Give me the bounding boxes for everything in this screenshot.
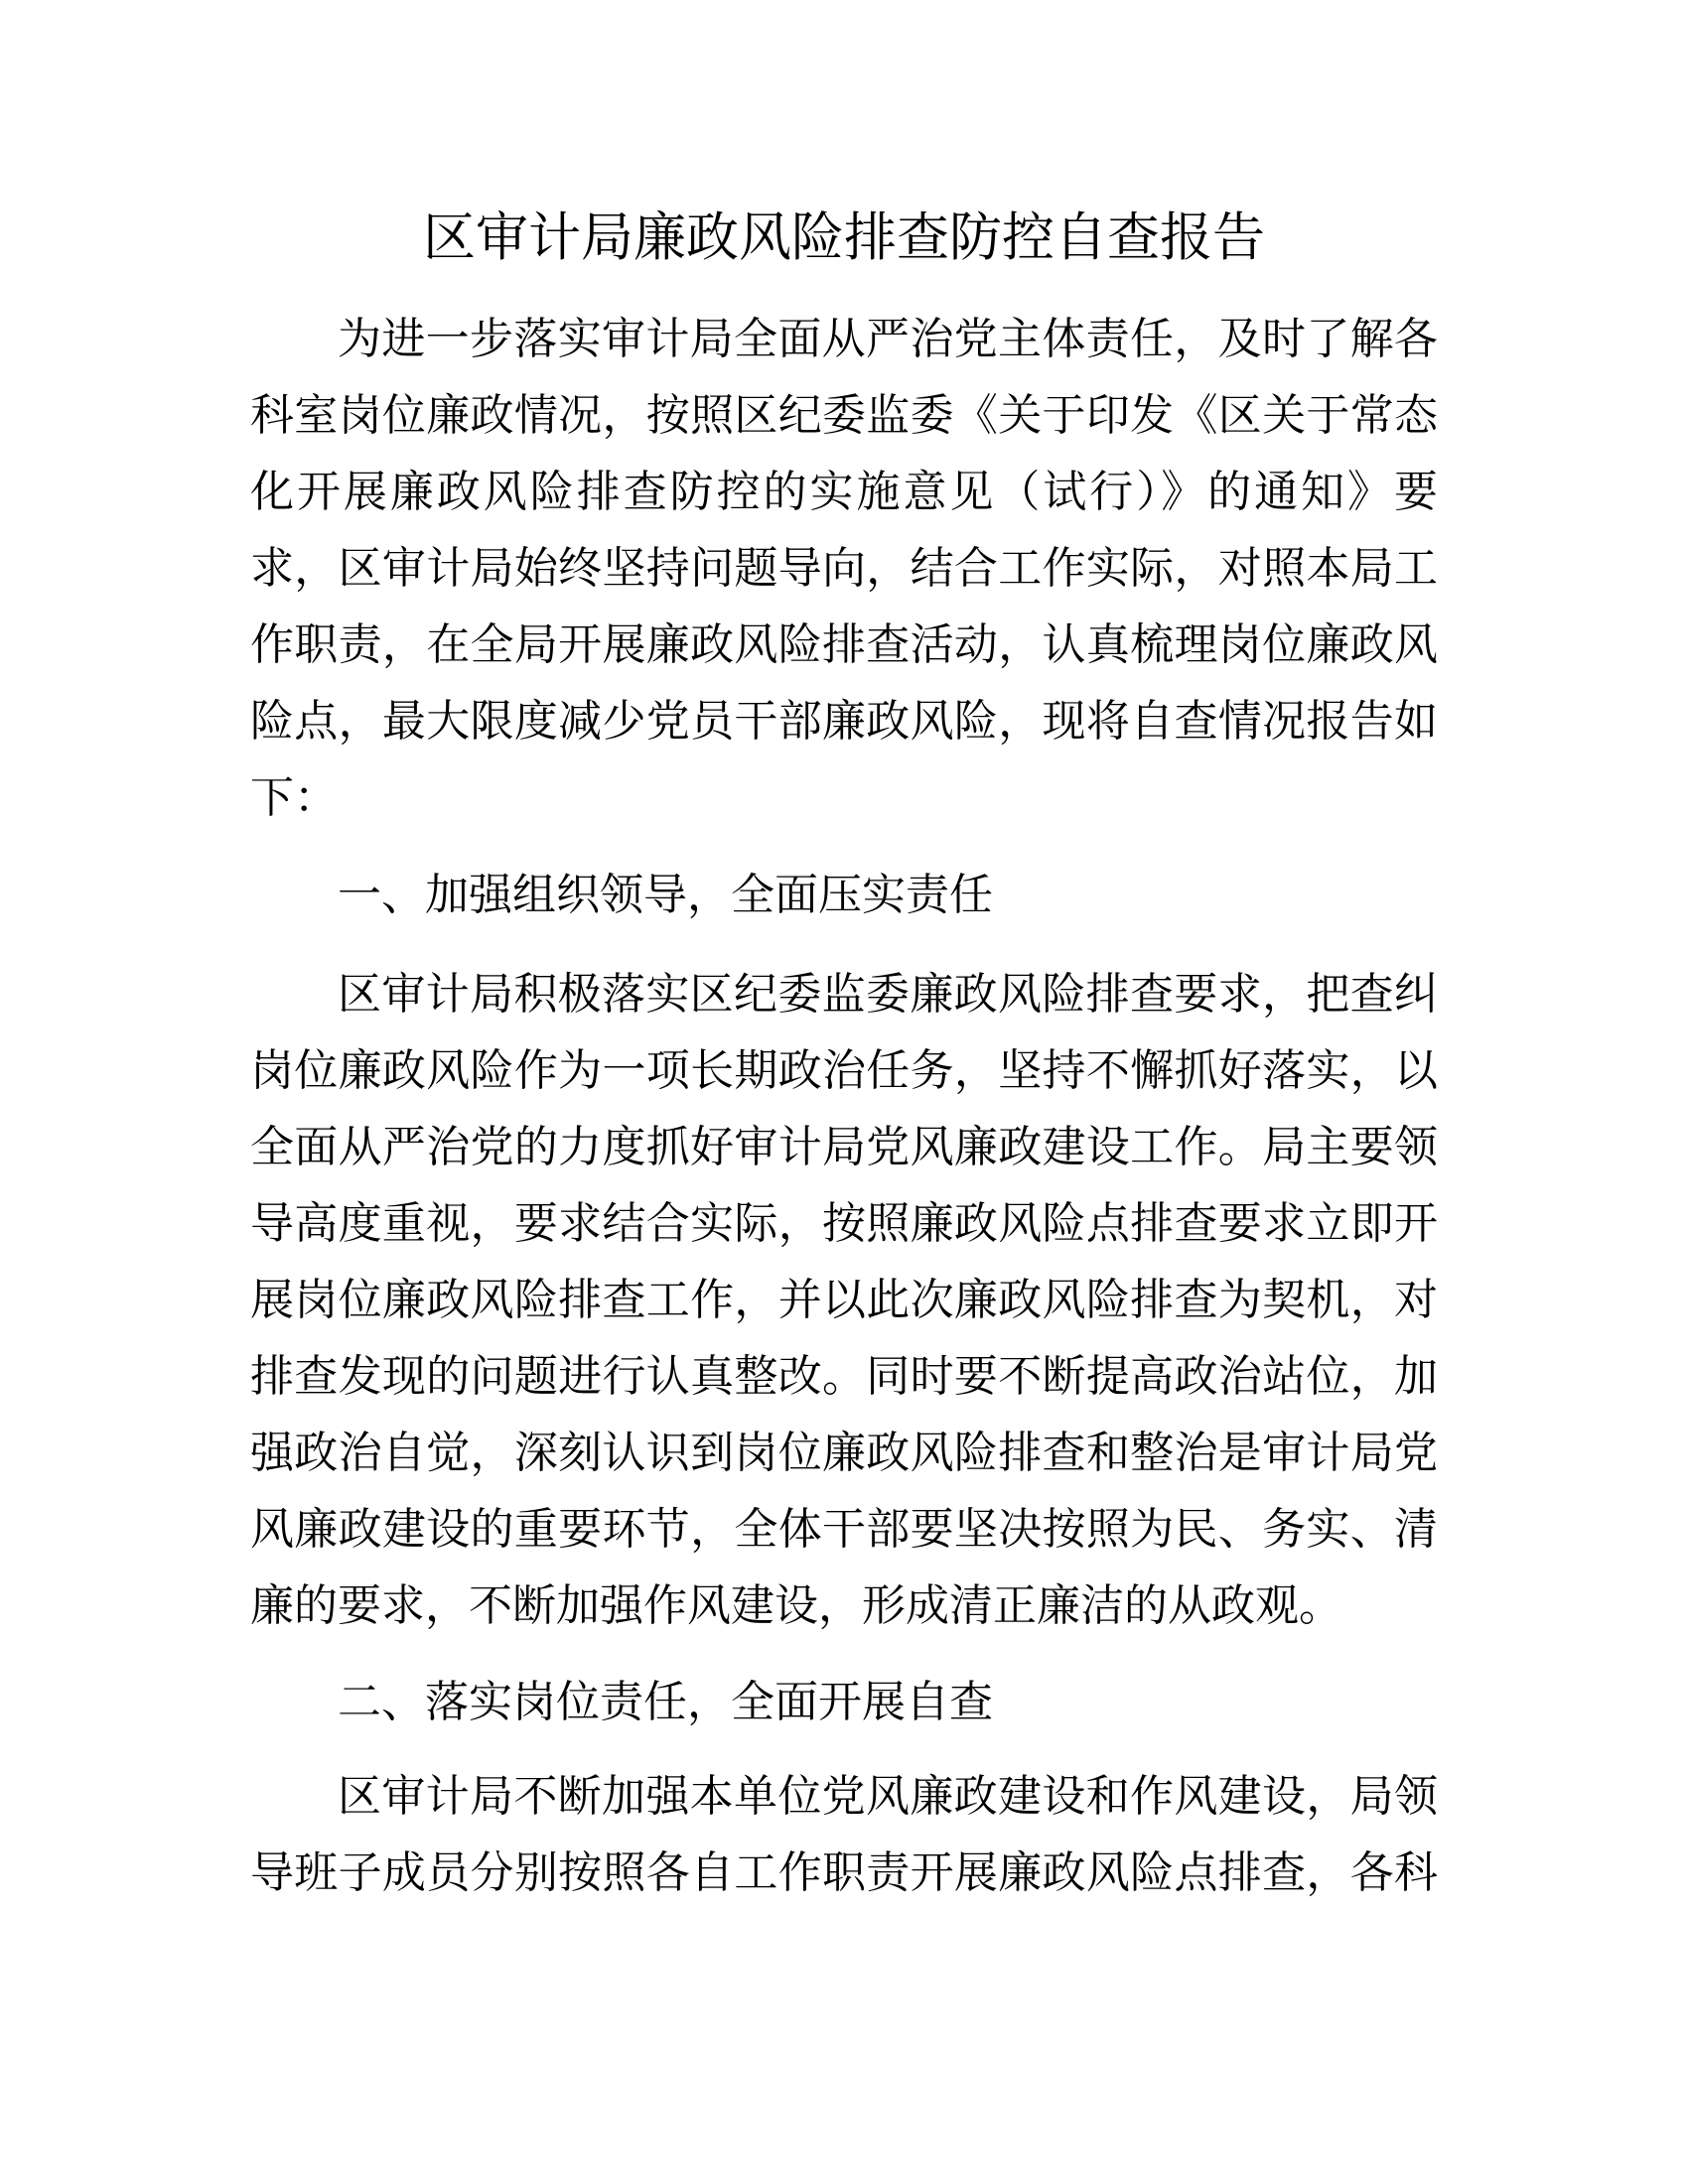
section-2-paragraph-line: 导班子成员分别按照各自工作职责开展廉政风险点排查，各科 bbox=[250, 1847, 1438, 1898]
intro-paragraph-line: 下： bbox=[250, 772, 338, 823]
section-1-paragraph-line: 展岗位廉政风险排查工作，并以此次廉政风险排查为契机，对 bbox=[250, 1275, 1438, 1325]
section-1-paragraph-line: 岗位廉政风险作为一项长期政治任务，坚持不懈抓好落实，以 bbox=[250, 1045, 1438, 1096]
section-1-paragraph-line: 廉的要求，不断加强作风建设，形成清正廉洁的从政观。 bbox=[250, 1580, 1342, 1631]
intro-paragraph-line: 为进一步落实审计局全面从严治党主体责任，及时了解各 bbox=[338, 314, 1438, 364]
section-1-paragraph-line: 排查发现的问题进行认真整改。同时要不断提高政治站位，加 bbox=[250, 1351, 1438, 1402]
section-heading-1: 一、加强组织领导，全面压实责任 bbox=[338, 870, 993, 920]
section-1-paragraph-line: 区审计局积极落实区纪委监委廉政风险排查要求，把查纠 bbox=[338, 969, 1438, 1020]
intro-paragraph-line: 化开展廉政风险排查防控的实施意见（试行）》的通知》要 bbox=[250, 467, 1438, 517]
intro-paragraph-line: 险点，最大限度减少党员干部廉政风险，现将自查情况报告如 bbox=[250, 696, 1438, 747]
document-title: 区审计局廉政风险排查防控自查报告 bbox=[423, 207, 1265, 268]
section-1-paragraph-line: 全面从严治党的力度抓好审计局党风廉政建设工作。局主要领 bbox=[250, 1122, 1438, 1172]
section-2-paragraph-line: 区审计局不断加强本单位党风廉政建设和作风建设，局领 bbox=[338, 1771, 1438, 1822]
intro-paragraph-line: 求，区审计局始终坚持问题导向，结合工作实际，对照本局工 bbox=[250, 543, 1438, 594]
section-heading-2: 二、落实岗位责任，全面开展自查 bbox=[338, 1677, 993, 1727]
section-1-paragraph-line: 强政治自觉，深刻认识到岗位廉政风险排查和整治是审计局党 bbox=[250, 1428, 1438, 1478]
section-1-paragraph-line: 导高度重视，要求结合实际，按照廉政风险点排查要求立即开 bbox=[250, 1198, 1438, 1249]
intro-paragraph-line: 科室岗位廉政情况，按照区纪委监委《关于印发《区关于常态 bbox=[250, 390, 1438, 441]
intro-paragraph-line: 作职责，在全局开展廉政风险排查活动，认真梳理岗位廉政风 bbox=[250, 619, 1438, 670]
section-1-paragraph-line: 风廉政建设的重要环节，全体干部要坚决按照为民、务实、清 bbox=[250, 1504, 1438, 1555]
